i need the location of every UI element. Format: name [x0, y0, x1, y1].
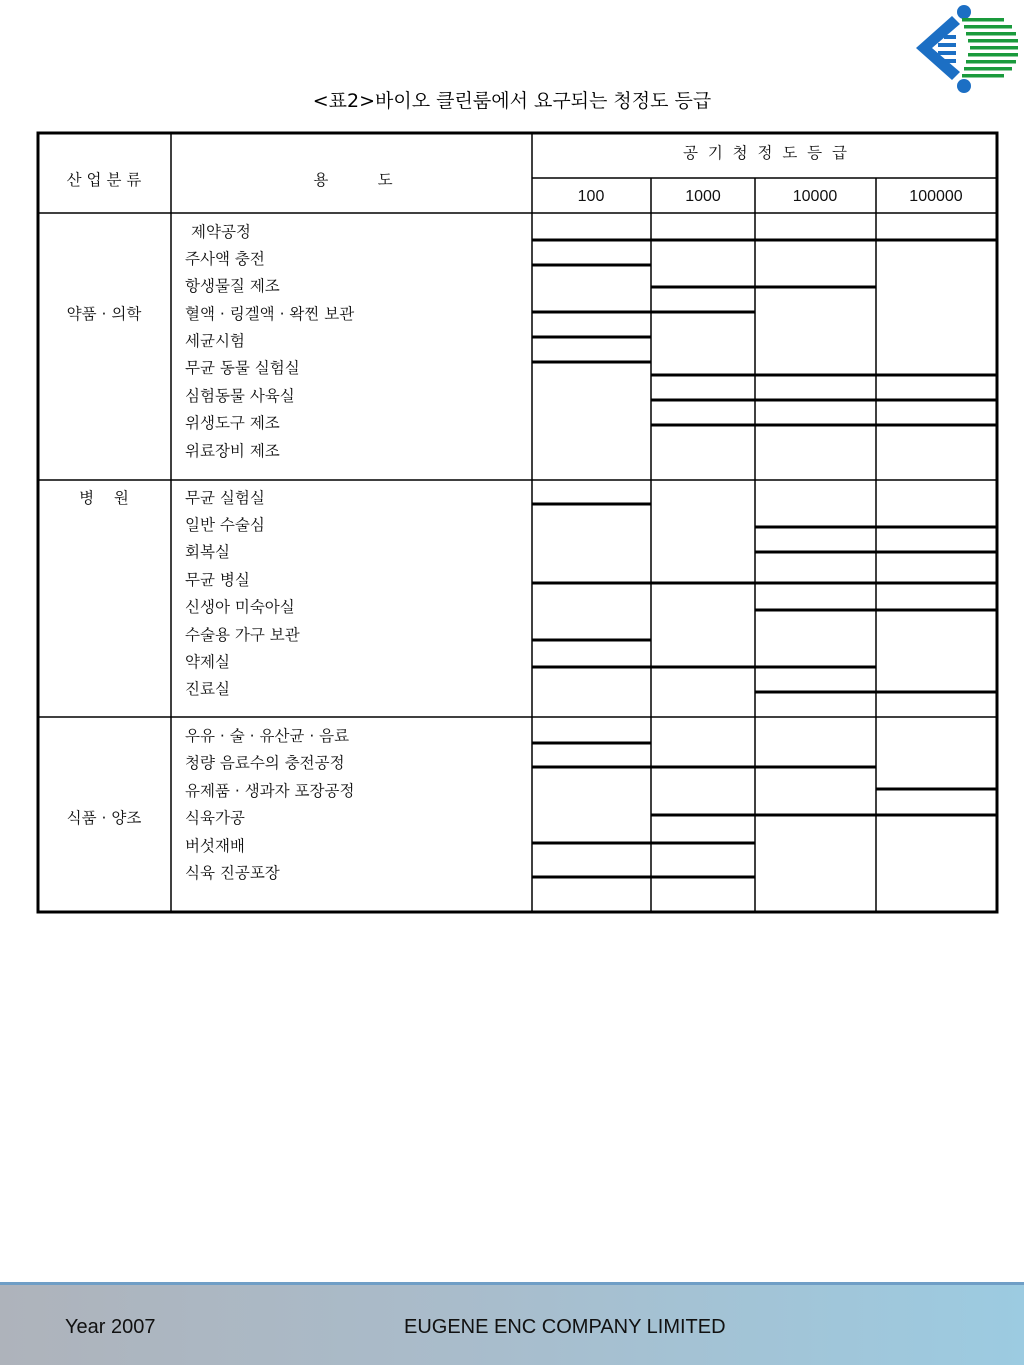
- usage-item: 일반 수술심: [185, 516, 265, 534]
- usage-item: 무균 동물 실험실: [185, 359, 300, 377]
- usage-item: 약제실: [185, 653, 230, 671]
- category-pharma: 약품 · 의학: [66, 305, 142, 323]
- usage-item: 우유 · 술 · 유산균 · 음료: [185, 727, 350, 745]
- category-hospital: 병 원: [79, 489, 129, 507]
- category-food: 식품 · 양조: [66, 809, 142, 827]
- usage-item: 세균시험: [185, 332, 245, 350]
- header-grade-100000: 100000: [909, 188, 963, 205]
- usage-item: 진료실: [185, 680, 230, 698]
- header-category: 산 업 분 류: [66, 171, 142, 189]
- page-title: <표2>바이오 클린룸에서 요구되는 청정도 등급: [312, 90, 712, 112]
- usage-item: 버섯재배: [185, 837, 245, 855]
- footer-year: Year 2007: [65, 1316, 156, 1338]
- usage-item: 수술용 가구 보관: [185, 626, 300, 644]
- table-border: [38, 133, 997, 912]
- header-grade-100: 100: [577, 188, 605, 205]
- usage-item: 식육 진공포장: [185, 864, 280, 882]
- header-grade-1000: 1000: [685, 188, 721, 205]
- footer-company-name: EUGENE ENC COMPANY LIMITED: [404, 1316, 726, 1338]
- usage-item: 위생도구 제조: [185, 414, 280, 432]
- usage-item: 심험동물 사육실: [185, 387, 295, 405]
- usage-item: 위료장비 제조: [185, 442, 280, 460]
- usage-item: 신생아 미숙아실: [185, 598, 295, 616]
- usage-item: 유제품 · 생과자 포장공정: [185, 782, 355, 800]
- usage-item: 회복실: [185, 543, 230, 561]
- usage-item: 주사액 충전: [185, 250, 265, 268]
- usage-item: 혈액 · 링겔액 · 왁찐 보관: [185, 305, 355, 323]
- usage-item: 항생물질 제조: [185, 277, 280, 295]
- usage-item: 청량 음료수의 충전공정: [185, 754, 345, 772]
- usage-item: 무균 병실: [185, 571, 250, 589]
- usage-item: 식육가공: [185, 809, 245, 827]
- header-grade-10000: 10000: [792, 188, 838, 205]
- usage-item: 제약공정: [191, 223, 251, 241]
- usage-item: 무균 실험실: [185, 489, 265, 507]
- footer-bar: [0, 1282, 1024, 1365]
- header-usage: 용 도: [313, 171, 393, 189]
- header-grade-group: 공 기 청 정 도 등 급: [683, 144, 847, 162]
- grade-markers: [532, 240, 997, 877]
